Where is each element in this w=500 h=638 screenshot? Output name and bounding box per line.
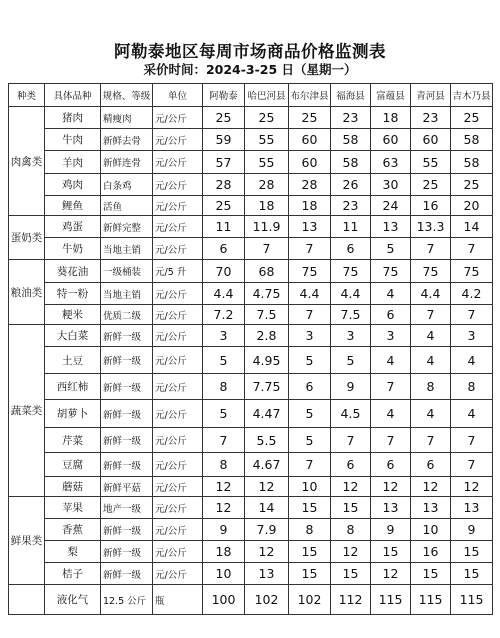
price-cell: 25 (203, 196, 245, 216)
price-cell: 5 (289, 400, 331, 428)
table-row (9, 477, 493, 497)
product-name-cell: 土豆 (45, 347, 101, 374)
price-cell: 7 (451, 453, 493, 477)
spec-cell: 12.5 公斤 (101, 585, 153, 615)
unit-cell: 瓶 (153, 585, 203, 615)
price-cell: 4.5 (331, 400, 371, 428)
price-cell: 4.4 (331, 283, 371, 305)
price-cell: 5 (331, 347, 371, 374)
price-cell: 25 (411, 174, 451, 196)
table-row (9, 129, 493, 151)
price-cell: 10 (203, 563, 245, 585)
price-cell: 24 (371, 196, 411, 216)
price-cell: 9 (203, 519, 245, 541)
col-header: 布尔津县 (289, 84, 331, 107)
product-name-cell: 牛肉 (45, 129, 101, 151)
price-cell: 6 (371, 453, 411, 477)
product-name-cell: 苹果 (45, 497, 101, 519)
category-cell: 蔬菜类 (9, 325, 45, 497)
product-name-cell: 蘑菇 (45, 477, 101, 497)
price-cell: 75 (371, 260, 411, 283)
product-name-cell: 香蕉 (45, 519, 101, 541)
price-cell: 102 (245, 585, 289, 615)
price-cell: 5 (203, 347, 245, 374)
table-row (9, 374, 493, 400)
unit-cell: 元/公斤 (153, 428, 203, 453)
spec-cell: 新鲜一级 (101, 374, 153, 400)
price-cell: 6 (411, 453, 451, 477)
table-row (9, 453, 493, 477)
price-cell: 5 (203, 400, 245, 428)
col-header: 规格、等级 (101, 84, 153, 107)
product-name-cell: 羊肉 (45, 151, 101, 174)
product-name-cell: 葵花油 (45, 260, 101, 283)
price-cell: 57 (203, 151, 245, 174)
category-cell (9, 585, 45, 615)
price-cell: 3 (331, 325, 371, 347)
price-cell: 7 (203, 428, 245, 453)
price-cell: 60 (371, 129, 411, 151)
price-cell: 8 (289, 519, 331, 541)
price-cell: 112 (331, 585, 371, 615)
col-header: 哈巴河县 (245, 84, 289, 107)
price-cell: 7 (371, 374, 411, 400)
unit-cell: 元/5 升 (153, 260, 203, 283)
table-row (9, 196, 493, 216)
price-cell: 4 (411, 347, 451, 374)
spec-cell: 新鲜一级 (101, 428, 153, 453)
price-cell: 100 (203, 585, 245, 615)
price-cell: 30 (371, 174, 411, 196)
col-header: 种类 (9, 84, 45, 107)
table-row (9, 283, 493, 305)
spec-cell: 新鲜一级 (101, 519, 153, 541)
price-cell: 115 (451, 585, 493, 615)
price-table (8, 83, 493, 615)
price-cell: 59 (203, 129, 245, 151)
price-cell: 55 (245, 129, 289, 151)
unit-cell: 元/公斤 (153, 541, 203, 563)
product-name-cell: 桔子 (45, 563, 101, 585)
price-cell: 14 (451, 216, 493, 238)
price-cell: 25 (245, 107, 289, 129)
price-cell: 6 (331, 238, 371, 260)
price-cell: 11.9 (245, 216, 289, 238)
price-cell: 8 (331, 519, 371, 541)
product-name-cell: 胡萝卜 (45, 400, 101, 428)
price-cell: 63 (371, 151, 411, 174)
price-cell: 15 (411, 563, 451, 585)
price-cell: 13 (371, 497, 411, 519)
unit-cell: 元/公斤 (153, 283, 203, 305)
price-cell: 2.8 (245, 325, 289, 347)
spec-cell: 地产一级 (101, 497, 153, 519)
price-cell: 75 (331, 260, 371, 283)
price-cell: 25 (451, 174, 493, 196)
price-cell: 7 (289, 305, 331, 325)
table-row (9, 519, 493, 541)
price-cell: 7 (451, 428, 493, 453)
table-row (9, 585, 493, 615)
unit-cell: 元/公斤 (153, 325, 203, 347)
price-cell: 12 (371, 477, 411, 497)
price-cell: 5.5 (245, 428, 289, 453)
price-cell: 12 (371, 563, 411, 585)
price-cell: 12 (245, 541, 289, 563)
survey-date: 采价时间：2024-3-25 日（星期一） (143, 62, 357, 77)
price-cell: 15 (289, 563, 331, 585)
header-row (9, 84, 493, 107)
unit-cell: 元/公斤 (153, 453, 203, 477)
price-cell: 4.67 (245, 453, 289, 477)
product-name-cell: 鸡肉 (45, 174, 101, 196)
spec-cell: 新鲜连骨 (101, 151, 153, 174)
price-cell: 6 (289, 374, 331, 400)
price-cell: 7 (331, 428, 371, 453)
price-cell: 8 (203, 453, 245, 477)
price-cell: 15 (331, 563, 371, 585)
price-cell: 58 (451, 151, 493, 174)
price-cell: 102 (289, 585, 331, 615)
price-cell: 18 (371, 107, 411, 129)
price-cell: 15 (289, 541, 331, 563)
price-cell: 7.75 (245, 374, 289, 400)
price-cell: 6 (331, 453, 371, 477)
product-name-cell: 液化气 (45, 585, 101, 615)
price-cell: 13 (371, 216, 411, 238)
price-cell: 60 (411, 129, 451, 151)
price-cell: 18 (245, 196, 289, 216)
spec-cell: 新鲜一级 (101, 400, 153, 428)
spec-cell: 新鲜一级 (101, 453, 153, 477)
price-cell: 15 (331, 497, 371, 519)
table-row (9, 497, 493, 519)
product-name-cell: 芹菜 (45, 428, 101, 453)
price-cell: 55 (411, 151, 451, 174)
col-header: 阿勒泰 (203, 84, 245, 107)
col-header: 富蕴县 (371, 84, 411, 107)
product-name-cell: 猪肉 (45, 107, 101, 129)
document-title: 阿勒泰地区每周市场商品价格监测表 (114, 42, 386, 61)
col-header: 具体品种 (45, 84, 101, 107)
price-cell: 58 (451, 129, 493, 151)
price-cell: 3 (203, 325, 245, 347)
spec-cell: 新鲜一级 (101, 347, 153, 374)
price-cell: 28 (289, 174, 331, 196)
spec-cell: 新鲜去骨 (101, 129, 153, 151)
unit-cell: 元/公斤 (153, 497, 203, 519)
price-cell: 18 (203, 541, 245, 563)
price-cell: 13 (289, 216, 331, 238)
category-cell: 蛋奶类 (9, 216, 45, 260)
price-cell: 16 (411, 196, 451, 216)
price-cell: 12 (203, 477, 245, 497)
product-name-cell: 粳米 (45, 305, 101, 325)
price-cell: 13 (245, 563, 289, 585)
table-row (9, 151, 493, 174)
unit-cell: 元/公斤 (153, 347, 203, 374)
spec-cell: 精瘦肉 (101, 107, 153, 129)
unit-cell: 元/公斤 (153, 238, 203, 260)
price-cell: 9 (451, 519, 493, 541)
unit-cell: 元/公斤 (153, 107, 203, 129)
price-cell: 5 (289, 347, 331, 374)
price-cell: 4.4 (203, 283, 245, 305)
product-name-cell: 大白菜 (45, 325, 101, 347)
price-cell: 60 (289, 151, 331, 174)
price-cell: 115 (411, 585, 451, 615)
col-header: 单位 (153, 84, 203, 107)
price-cell: 7.5 (331, 305, 371, 325)
price-cell: 4.47 (245, 400, 289, 428)
price-cell: 7 (245, 238, 289, 260)
price-cell: 11 (331, 216, 371, 238)
price-cell: 5 (371, 238, 411, 260)
spec-cell: 新鲜完整 (101, 216, 153, 238)
product-name-cell: 梨 (45, 541, 101, 563)
spec-cell: 优质二级 (101, 305, 153, 325)
price-cell: 12 (451, 477, 493, 497)
price-cell: 13 (411, 497, 451, 519)
price-cell: 58 (331, 151, 371, 174)
price-cell: 4.4 (289, 283, 331, 305)
price-cell: 4 (371, 283, 411, 305)
unit-cell: 元/公斤 (153, 477, 203, 497)
category-cell: 鲜果类 (9, 497, 45, 585)
category-cell: 粮油类 (9, 260, 45, 325)
price-cell: 12 (331, 477, 371, 497)
price-cell: 6 (371, 305, 411, 325)
price-cell: 9 (331, 374, 371, 400)
price-cell: 28 (203, 174, 245, 196)
price-cell: 11 (203, 216, 245, 238)
spec-cell: 新鲜平菇 (101, 477, 153, 497)
price-cell: 20 (451, 196, 493, 216)
spec-cell: 当地主销 (101, 238, 153, 260)
price-cell: 12 (331, 541, 371, 563)
price-cell: 9 (371, 519, 411, 541)
price-cell: 58 (331, 129, 371, 151)
price-cell: 13 (451, 497, 493, 519)
price-cell: 16 (411, 541, 451, 563)
price-cell: 7 (411, 428, 451, 453)
price-cell: 15 (451, 541, 493, 563)
price-cell: 10 (289, 477, 331, 497)
price-cell: 10 (411, 519, 451, 541)
price-cell: 3 (289, 325, 331, 347)
spec-cell: 活鱼 (101, 196, 153, 216)
category-cell: 肉禽类 (9, 107, 45, 216)
col-header: 青河县 (411, 84, 451, 107)
price-cell: 4.75 (245, 283, 289, 305)
unit-cell: 元/公斤 (153, 151, 203, 174)
price-cell: 4.2 (451, 283, 493, 305)
product-name-cell: 牛奶 (45, 238, 101, 260)
product-name-cell: 西红柿 (45, 374, 101, 400)
price-cell: 4 (451, 400, 493, 428)
table-row (9, 107, 493, 129)
unit-cell: 元/公斤 (153, 400, 203, 428)
table-row (9, 325, 493, 347)
price-cell: 4.4 (411, 283, 451, 305)
price-cell: 8 (451, 374, 493, 400)
price-cell: 4 (371, 347, 411, 374)
spec-cell: 新鲜一级 (101, 541, 153, 563)
price-cell: 3 (371, 325, 411, 347)
unit-cell: 元/公斤 (153, 519, 203, 541)
price-cell: 6 (203, 238, 245, 260)
table-row (9, 216, 493, 238)
spec-cell: 当地主销 (101, 283, 153, 305)
price-cell: 8 (411, 374, 451, 400)
price-cell: 7 (451, 238, 493, 260)
product-name-cell: 鲤鱼 (45, 196, 101, 216)
product-name-cell: 鸡蛋 (45, 216, 101, 238)
price-cell: 7.9 (245, 519, 289, 541)
price-cell: 12 (411, 477, 451, 497)
price-cell: 60 (289, 129, 331, 151)
unit-cell: 元/公斤 (153, 374, 203, 400)
product-name-cell: 豆腐 (45, 453, 101, 477)
price-cell: 4.95 (245, 347, 289, 374)
price-cell: 7 (411, 305, 451, 325)
unit-cell: 元/公斤 (153, 129, 203, 151)
table-row (9, 260, 493, 283)
price-cell: 7 (289, 238, 331, 260)
col-header: 吉木乃县 (451, 84, 493, 107)
table-row (9, 541, 493, 563)
unit-cell: 元/公斤 (153, 216, 203, 238)
price-cell: 23 (331, 196, 371, 216)
price-cell: 7 (411, 238, 451, 260)
price-cell: 7 (289, 453, 331, 477)
unit-cell: 元/公斤 (153, 563, 203, 585)
price-cell: 55 (245, 151, 289, 174)
spec-cell: 新鲜一级 (101, 325, 153, 347)
price-cell: 25 (289, 107, 331, 129)
table-row (9, 400, 493, 428)
price-cell: 7.5 (245, 305, 289, 325)
price-cell: 7.2 (203, 305, 245, 325)
price-cell: 25 (203, 107, 245, 129)
price-cell: 115 (371, 585, 411, 615)
price-cell: 75 (289, 260, 331, 283)
price-cell: 12 (203, 497, 245, 519)
price-cell: 5 (289, 428, 331, 453)
price-cell: 14 (245, 497, 289, 519)
price-cell: 70 (203, 260, 245, 283)
price-cell: 15 (289, 497, 331, 519)
price-cell: 12 (245, 477, 289, 497)
unit-cell: 元/公斤 (153, 196, 203, 216)
table-row (9, 238, 493, 260)
price-cell: 3 (451, 325, 493, 347)
price-cell: 4 (371, 400, 411, 428)
price-cell: 4 (451, 347, 493, 374)
spec-cell: 新鲜一级 (101, 563, 153, 585)
unit-cell: 元/公斤 (153, 305, 203, 325)
price-cell: 7 (371, 428, 411, 453)
spec-cell: 一级桶装 (101, 260, 153, 283)
price-cell: 26 (331, 174, 371, 196)
price-cell: 75 (451, 260, 493, 283)
table-row (9, 174, 493, 196)
unit-cell: 元/公斤 (153, 174, 203, 196)
product-name-cell: 特一粉 (45, 283, 101, 305)
table-row (9, 428, 493, 453)
price-cell: 13.3 (411, 216, 451, 238)
price-cell: 7 (451, 305, 493, 325)
price-cell: 75 (411, 260, 451, 283)
col-header: 福海县 (331, 84, 371, 107)
price-cell: 8 (203, 374, 245, 400)
table-row (9, 305, 493, 325)
price-table-body (9, 107, 493, 615)
price-cell: 4 (411, 400, 451, 428)
spec-cell: 白条鸡 (101, 174, 153, 196)
price-cell: 15 (371, 541, 411, 563)
price-cell: 4 (411, 325, 451, 347)
table-row (9, 563, 493, 585)
price-cell: 15 (451, 563, 493, 585)
price-cell: 68 (245, 260, 289, 283)
price-cell: 23 (331, 107, 371, 129)
price-cell: 28 (245, 174, 289, 196)
table-row (9, 347, 493, 374)
price-cell: 23 (411, 107, 451, 129)
price-cell: 25 (451, 107, 493, 129)
price-cell: 18 (289, 196, 331, 216)
